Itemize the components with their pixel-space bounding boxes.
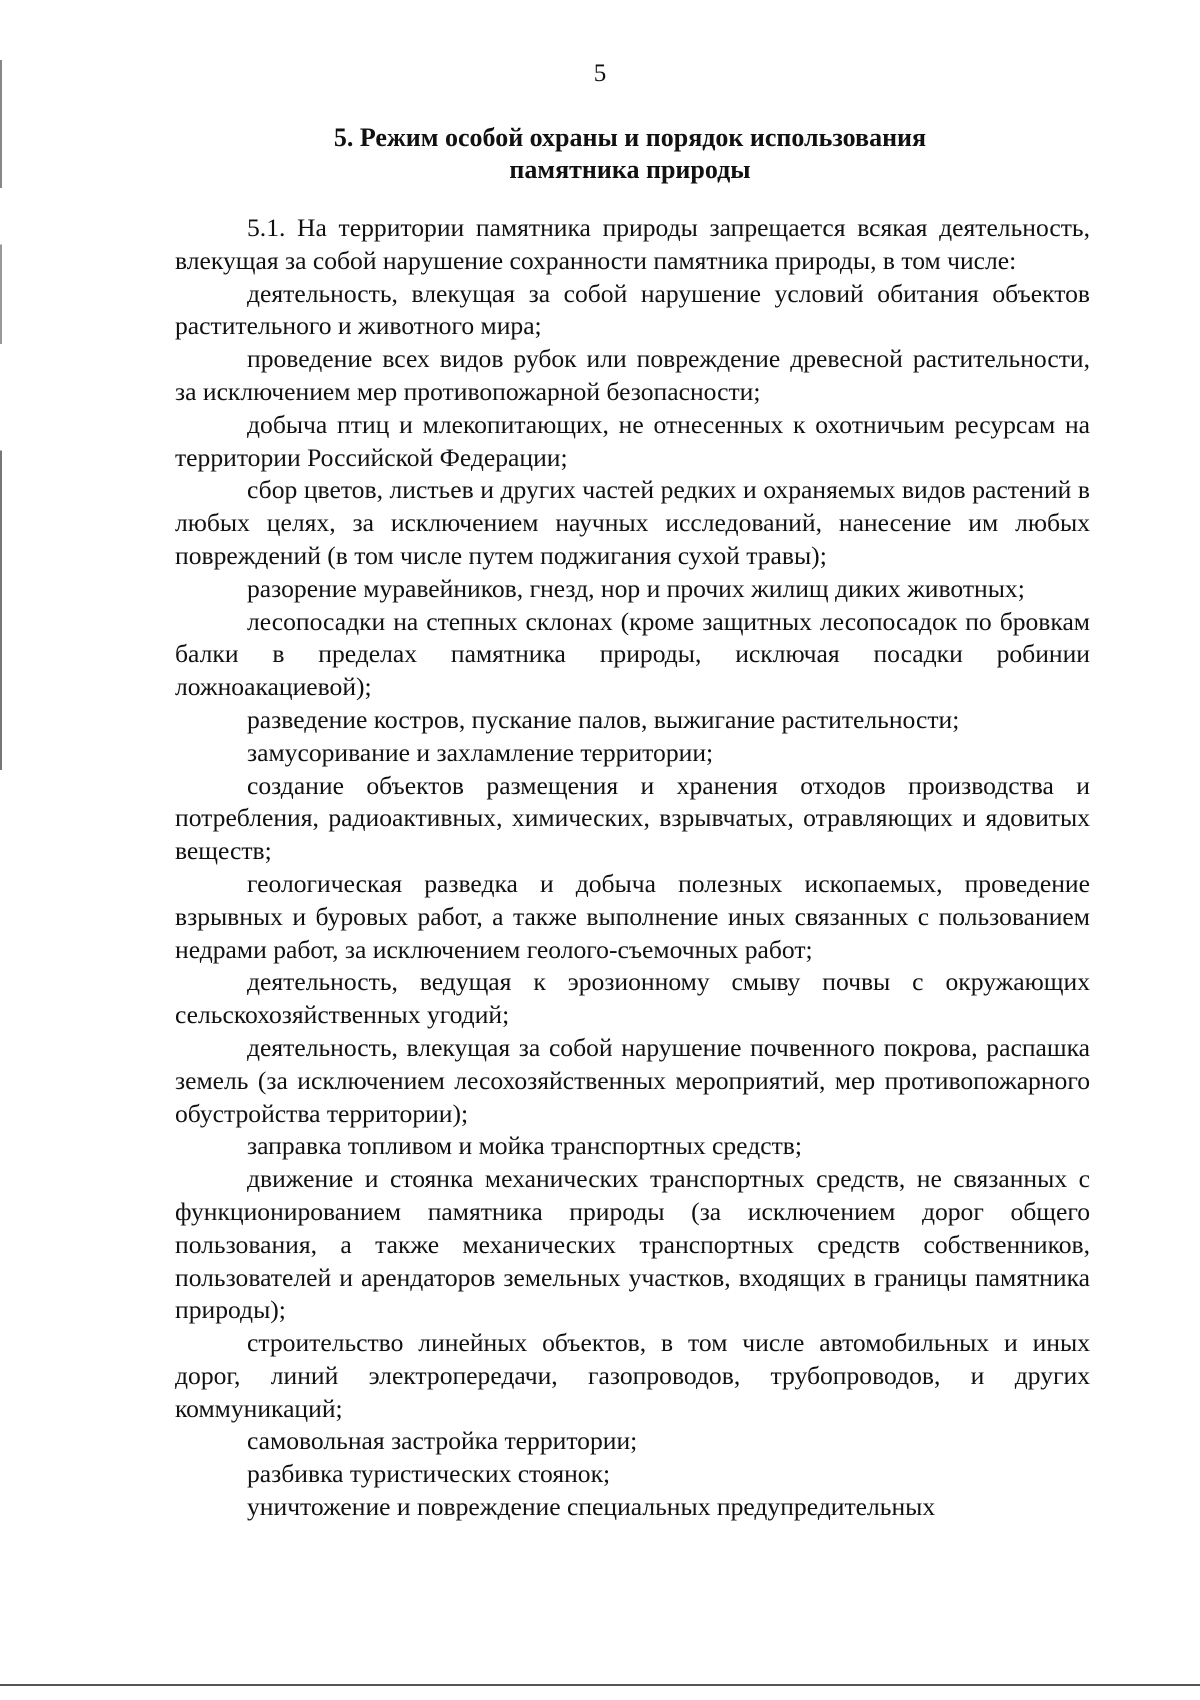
paragraph: разбивка туристических стоянок; — [247, 1459, 611, 1489]
paragraph: движение и стоянка механических транспортных средств, не связанных с функционированием памятника природы (за исключением дорог общего пользования, а также механических транспортных средств собственников, пользователей и арендаторов земельных участков, входящих в границы памятника природы); — [175, 1164, 1090, 1325]
paragraph: создание объектов размещения и хранения отходов производства и потребления, радиоактивных, химических, взрывчатых, отравляющих и ядовитых веществ; — [175, 770, 1090, 866]
paragraph: лесопосадки на степных склонах (кроме защитных лесопосадок по бровкам балки в пределах памятника природы, исключая посадки робинии ложноакациевой); — [175, 606, 1090, 702]
paragraph: проведение всех видов рубок или повреждение древесной растительности, за исключением мер противопожарной безопасности; — [175, 344, 1090, 406]
paragraph: замусоривание и захламление территории; — [247, 737, 714, 767]
paragraph: деятельность, влекущая за собой нарушение почвенного покрова, распашка земель (за исключением лесохозяйственных мероприятий, мер противопожарного обустройства территории); — [175, 1032, 1090, 1128]
body-text — [175, 212, 1090, 1524]
paragraph: самовольная застройка территории; — [247, 1426, 638, 1456]
paragraph: деятельность, ведущая к эрозионному смыву почвы с окружающих сельскохозяйственных угодий; — [175, 967, 1090, 1030]
paragraph: разорение муравейников, гнезд, нор и прочих жилищ диких животных; — [247, 573, 1025, 603]
paragraph: уничтожение и повреждение специальных предупредительных — [247, 1492, 936, 1522]
scan-bottom-edge — [0, 1684, 1200, 1686]
paragraph: заправка топливом и мойка транспортных средств; — [247, 1131, 802, 1161]
paragraph: сбор цветов, листьев и других частей редких и охраняемых видов растений в любых целях, за исключением научных исследований, нанесение им любых повреждений (в том числе путем поджигания сухой травы); — [175, 475, 1090, 570]
paragraph: 5.1. На территории памятника природы запрещается всякая деятельность, влекущая за собой нарушение сохранности памятника природы, в том числе: — [175, 213, 1090, 275]
section-heading — [170, 122, 1090, 186]
section-heading-line-2: памятника природы — [509, 155, 751, 184]
page-number: 5 — [593, 60, 607, 87]
paragraph: деятельность, влекущая за собой нарушение условий обитания объектов растительного и животного мира; — [175, 278, 1090, 341]
section-heading-line-1: 5. Режим особой охраны и порядок использования — [333, 123, 927, 152]
paragraph: разведение костров, пускание палов, выжигание растительности; — [247, 704, 960, 734]
scan-edge-mark — [0, 60, 2, 770]
paragraph: добыча птиц и млекопитающих, не отнесенных к охотничьим ресурсам на территории Российской Федерации; — [175, 409, 1090, 472]
paragraph: строительство линейных объектов, в том числе автомобильных и иных дорог, линий электропередачи, газопроводов, трубопроводов, и других коммуникаций; — [175, 1328, 1090, 1423]
paragraph: геологическая разведка и добыча полезных ископаемых, проведение взрывных и буровых работ, а также выполнение иных связанных с пользованием недрами работ, за исключением геолого-съемочных работ; — [175, 868, 1090, 964]
